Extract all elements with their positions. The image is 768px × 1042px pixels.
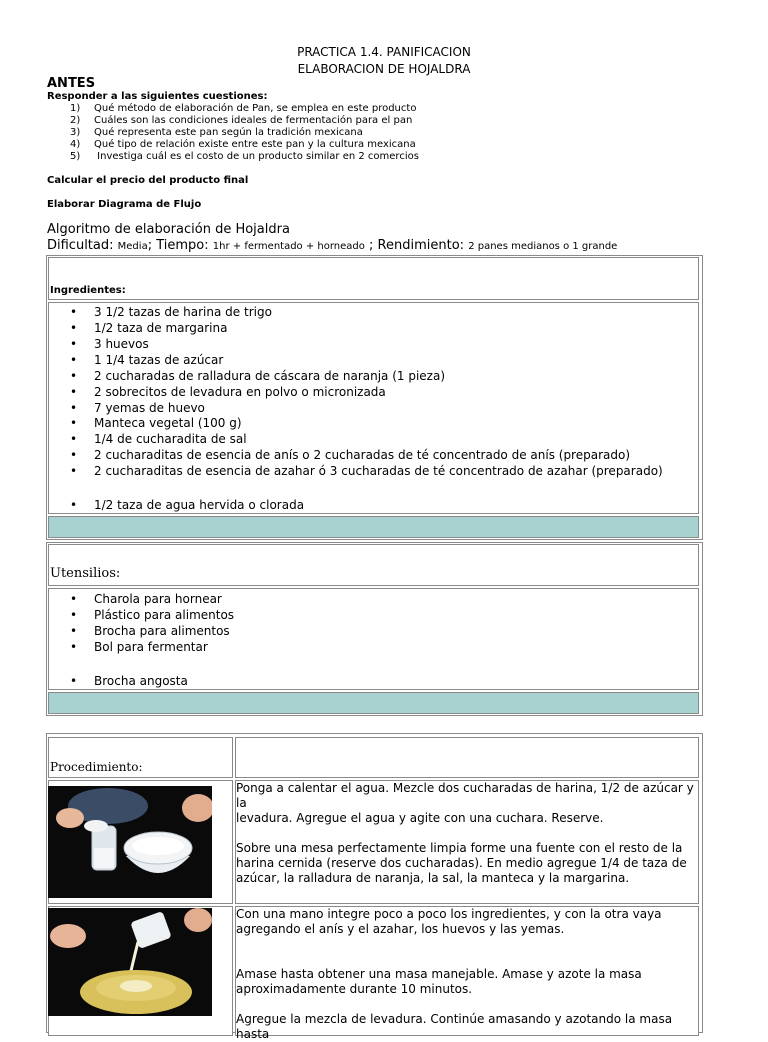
ingredient-item: • 2 cucharadas de ralladura de cáscara de naranja (1 pieza): [70, 369, 446, 383]
algorithm-title: Algoritmo de elaboración de Hojaldra: [47, 222, 290, 237]
step1-photo: [48, 786, 212, 898]
utensils-footer-band: [48, 692, 699, 714]
yield-label: ; Rendimiento:: [369, 238, 465, 253]
recipe-meta: [47, 238, 617, 253]
ingredient-item: • 1/2 taza de agua hervida o clorada: [70, 498, 305, 512]
time-value: 1hr + fermentado + horneado: [212, 241, 365, 252]
question-item: 1) Qué método de elaboración de Pan, se emplea en este producto: [70, 103, 417, 114]
ingredients-header-cell: [48, 257, 699, 300]
ingredient-item: • 2 cucharaditas de esencia de azahar ó 3 cucharadas de té concentrado de azahar (preparado): [70, 464, 663, 478]
utensil-item: • Brocha para alimentos: [70, 624, 230, 638]
question-item: 3) Qué representa este pan según la tradición mexicana: [70, 127, 363, 138]
diagram-instruction: Elaborar Diagrama de Flujo: [47, 199, 202, 210]
step2-photo: [48, 908, 212, 1016]
time-label: ; Tiempo:: [147, 238, 209, 253]
question-item: 5) Investiga cuál es el costo de un producto similar en 2 comercios: [70, 151, 419, 162]
antes-instructions: Responder a las siguientes cuestiones:: [47, 91, 268, 102]
yield-value: 2 panes medianos o 1 grande: [468, 241, 618, 252]
ingredient-item: • 3 huevos: [70, 337, 149, 351]
utensil-item: • Brocha angosta: [70, 674, 188, 688]
calc-instruction: Calcular el precio del producto final: [47, 175, 249, 186]
step2-text: Con una mano integre poco a poco los ingredientes, y con la otra vaya agregando el anís y el azahar, los huevos y las yemas. Amase hasta obtener una masa manejable. Amase y azote la masa aproximadamente durante 10 minutos. Agregue la mezcla de levadura. Continúe amasando y azotando la masa hasta: [236, 907, 673, 1041]
difficulty-value: Media: [117, 241, 148, 252]
ingredient-item: • 2 sobrecitos de levadura en polvo o micronizada: [70, 385, 386, 399]
ingredient-item: • 7 yemas de huevo: [70, 401, 205, 415]
utensils-heading: Utensilios:: [50, 566, 121, 581]
question-item: 2) Cuáles son las condiciones ideales de fermentación para el pan: [70, 115, 413, 126]
ingredient-item: • 1 1/4 tazas de azúcar: [70, 353, 224, 367]
ingredients-footer-band: [48, 516, 699, 538]
difficulty-label: Dificultad:: [47, 238, 114, 253]
ingredient-item: • 2 cucharaditas de esencia de anís o 2 cucharadas de té concentrado de anís (preparado): [70, 448, 631, 462]
procedure-heading: Procedimiento:: [50, 760, 143, 774]
practice-subtitle: ELABORACION DE HOJALDRA: [297, 62, 471, 76]
procedure-header-empty-cell: [235, 737, 699, 778]
ingredient-item: • 1/4 de cucharadita de sal: [70, 432, 247, 446]
ingredient-item: • Manteca vegetal (100 g): [70, 416, 242, 430]
ingredient-item: • 1/2 taza de margarina: [70, 321, 228, 335]
utensil-item: • Bol para fermentar: [70, 640, 208, 654]
ingredients-heading: Ingredientes:: [50, 285, 126, 296]
utensils-header-cell: [48, 544, 699, 586]
ingredient-item: • 3 1/2 tazas de harina de trigo: [70, 305, 272, 319]
utensil-item: • Plástico para alimentos: [70, 608, 235, 622]
step1-text: Ponga a calentar el agua. Mezcle dos cucharadas de harina, 1/2 de azúcar y la levadura. Agregue el agua y agite con una cuchara. Reserve. Sobre una mesa perfectamente limpia forme una fuente con el resto de la harina cernida (reserve dos cucharadas). En medio agregue 1/4 de taza de azúcar, la ralladura de naranja, la sal, la manteca y la margarina.: [236, 781, 694, 885]
practice-title: PRACTICA 1.4. PANIFICACION: [297, 45, 471, 59]
question-item: 4) Qué tipo de relación existe entre este pan y la cultura mexicana: [70, 139, 416, 150]
antes-heading: ANTES: [47, 76, 96, 91]
utensil-item: • Charola para hornear: [70, 592, 222, 606]
